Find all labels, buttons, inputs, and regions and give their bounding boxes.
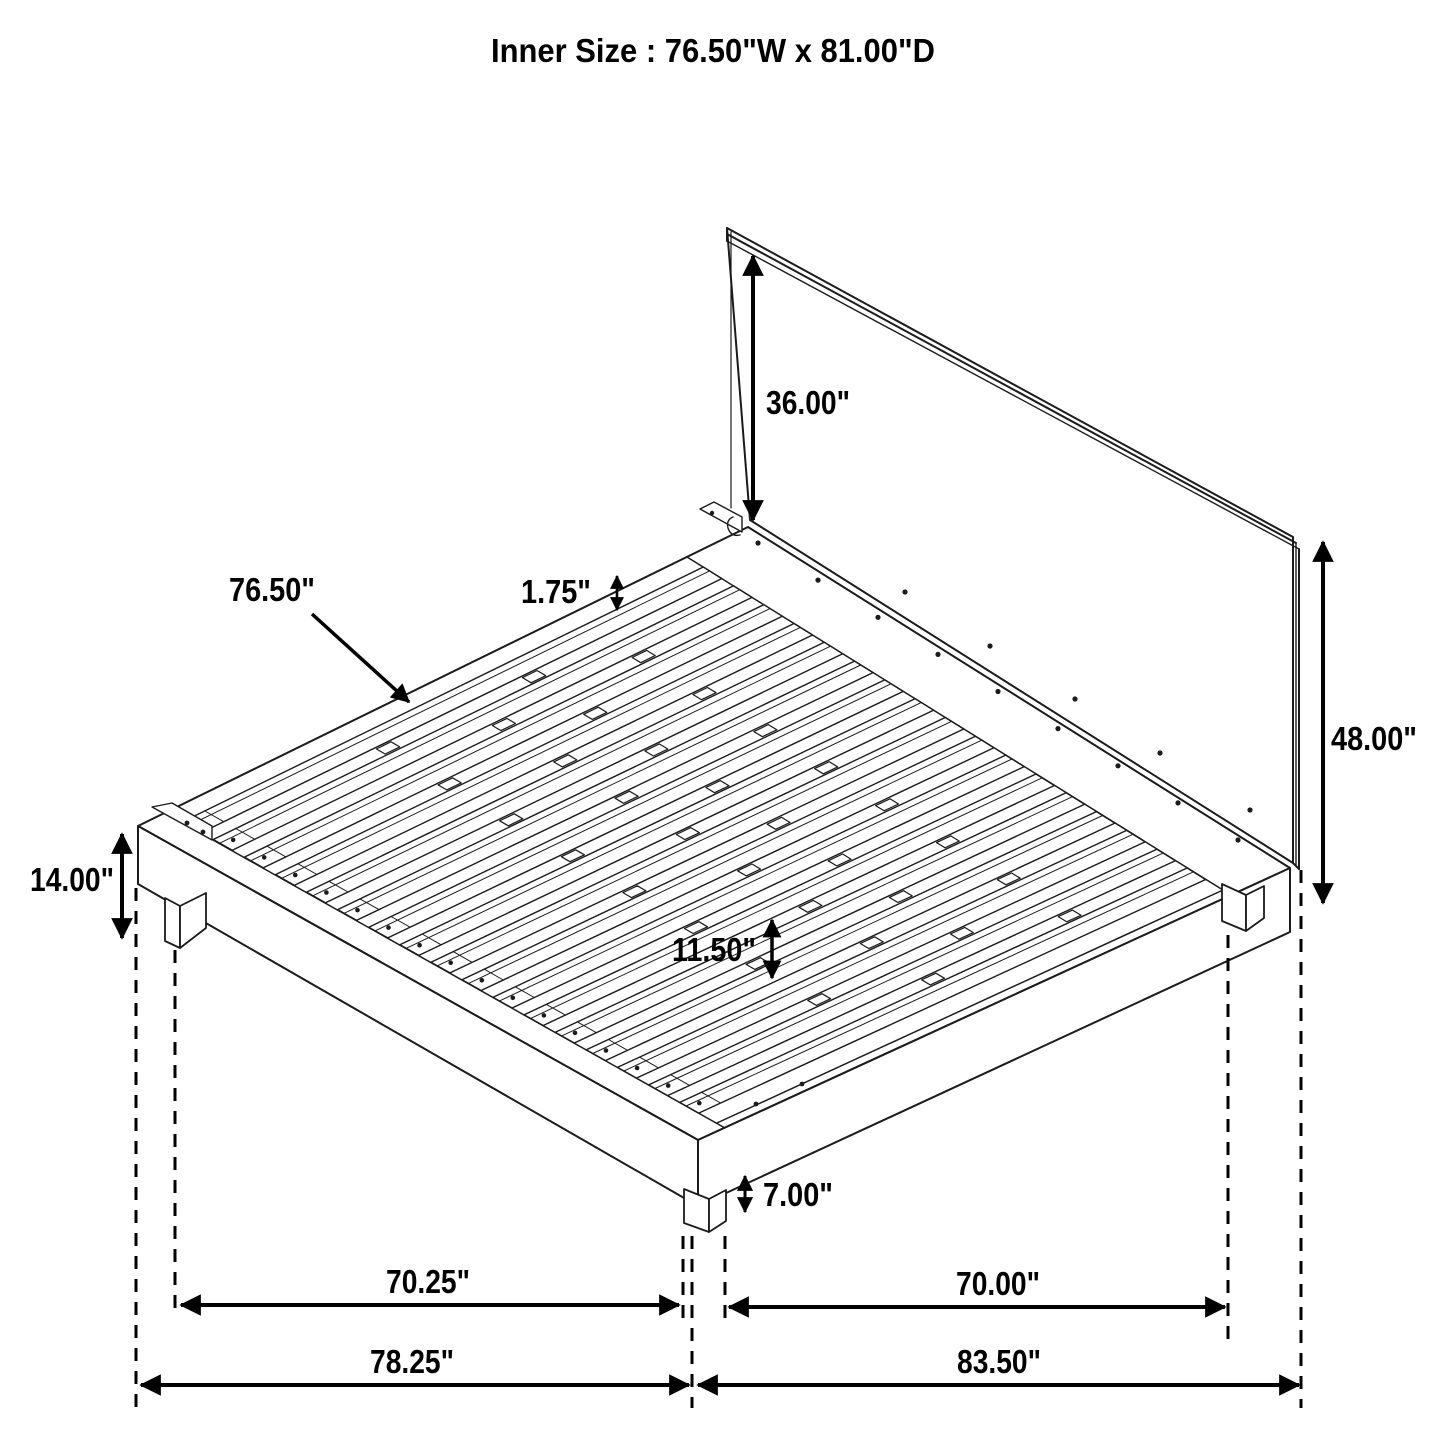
slat-screw-hole <box>386 925 391 930</box>
slat-screw-hole <box>293 873 298 878</box>
slat-screw-hole <box>604 1048 609 1053</box>
dim-headboard-total-height <box>1323 542 1417 903</box>
slat-screw-hole <box>635 1066 640 1071</box>
slat-screw-hole <box>448 960 453 965</box>
dim-label-36: 36.00" <box>766 384 850 421</box>
deck-screw-hole <box>935 652 940 657</box>
dim-label-48: 48.00" <box>1331 720 1417 757</box>
slat-screw-hole <box>573 1031 578 1036</box>
dim-foot-outer-span <box>141 1343 689 1385</box>
head-corner-bracket <box>700 502 742 532</box>
slat-screw-hole <box>697 1101 702 1106</box>
slat-screw-hole <box>231 838 236 843</box>
slat-screw-hole <box>480 978 485 983</box>
dim-label-7: 7.00" <box>763 1176 833 1213</box>
page-title: Inner Size : 76.50"W x 81.00"D <box>491 32 935 69</box>
dim-leg-height <box>745 1176 833 1213</box>
dim-foot-inner-span <box>181 1263 679 1305</box>
dim-frame-height <box>30 834 122 938</box>
dim-label-7825: 78.25" <box>370 1343 454 1380</box>
slat-screw-hole <box>417 943 422 948</box>
dim-label-1150: 11.50" <box>672 931 756 968</box>
dim-label-7025: 70.25" <box>386 1263 470 1300</box>
slat-screw-hole <box>542 1013 547 1018</box>
dim-head-inner-span <box>729 1265 1225 1307</box>
slat-screw-hole <box>324 890 329 895</box>
deck-screw-hole <box>995 689 1000 694</box>
dim-label-7000: 70.00" <box>956 1265 1040 1302</box>
deck-screw-hole <box>875 615 880 620</box>
bed-drawing <box>138 228 1299 1232</box>
slat-screw-hole <box>262 855 267 860</box>
dim-label-14: 14.00" <box>30 861 114 898</box>
slat-screw-hole <box>511 996 516 1001</box>
deck-screw-hole <box>1175 800 1180 805</box>
deck-screw-hole <box>1115 763 1120 768</box>
slat-screw-hole <box>666 1083 671 1088</box>
deck-screw-hole <box>1055 726 1060 731</box>
dim-head-outer-span <box>698 1343 1299 1385</box>
deck-screw-hole <box>755 540 760 545</box>
deck-screw-hole <box>1235 837 1240 842</box>
dim-label-175: 1.75" <box>521 573 591 610</box>
dim-slat-length <box>229 571 409 702</box>
deck-screw-hole <box>815 578 820 583</box>
slat-screw-hole <box>355 908 360 913</box>
dim-label-7650: 76.50" <box>229 571 315 608</box>
dim-label-8350: 83.50" <box>957 1343 1041 1380</box>
